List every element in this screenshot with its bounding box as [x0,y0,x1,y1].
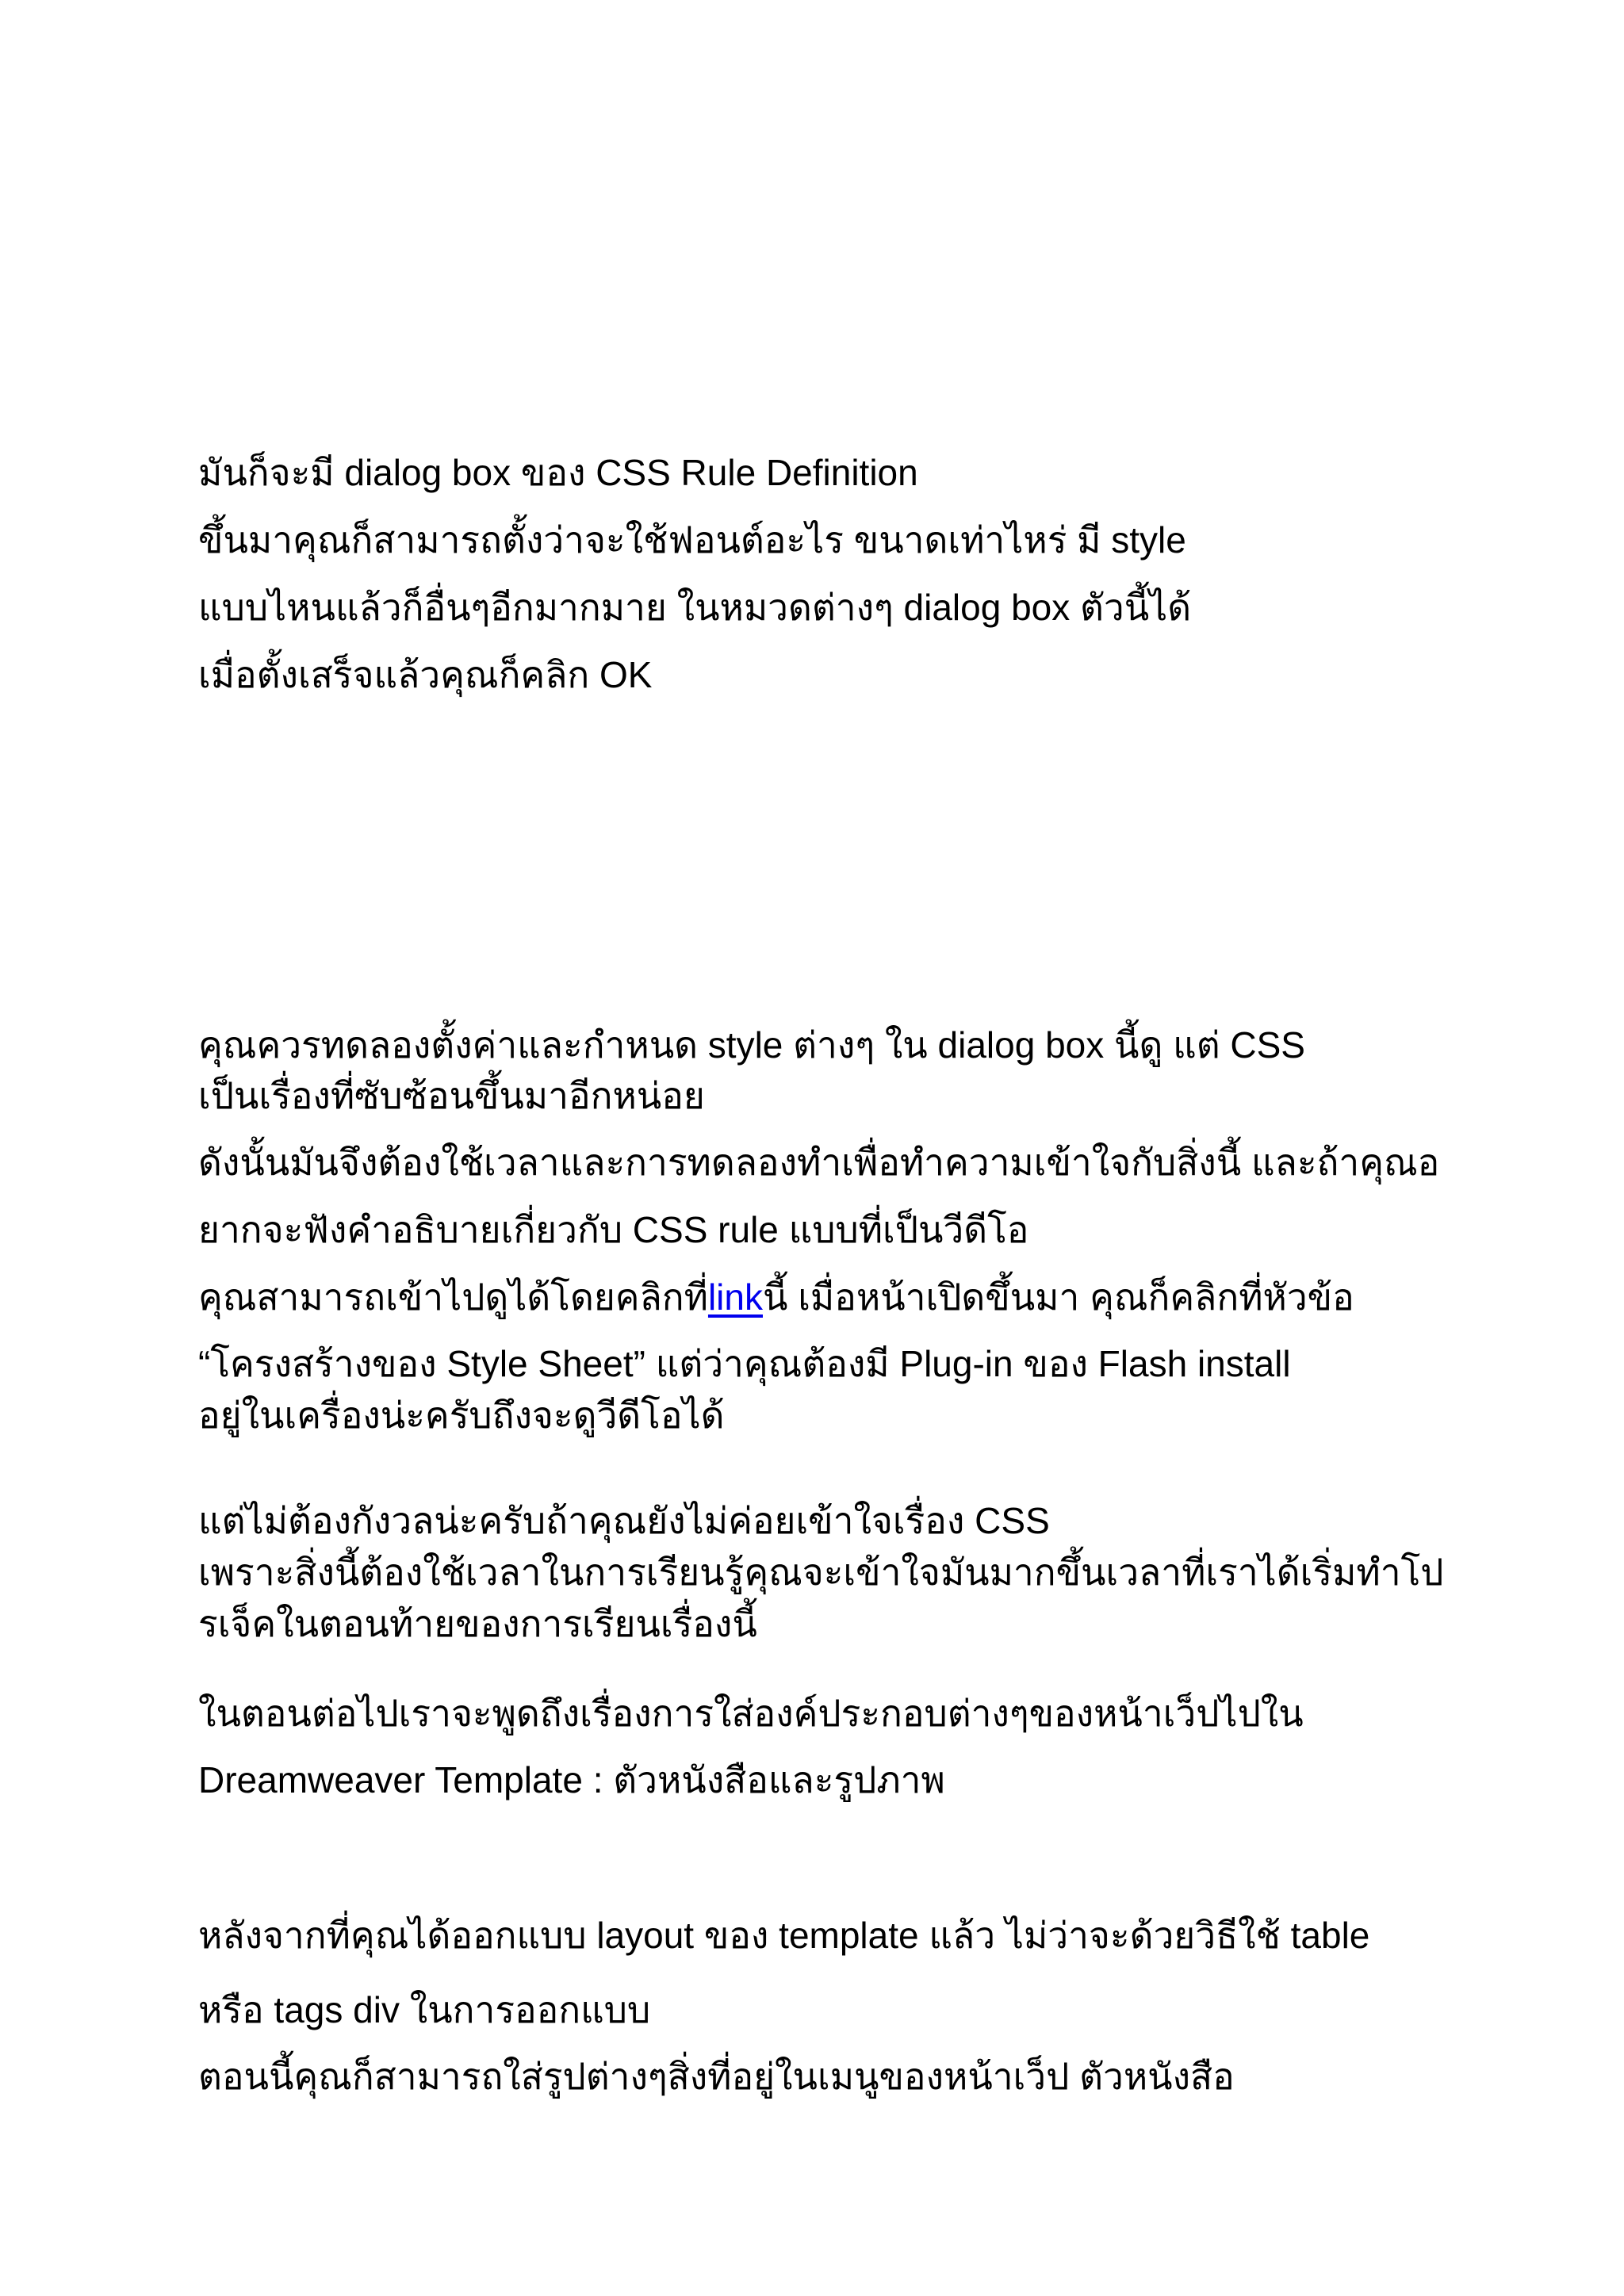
paragraph-line: แต่ไม่ต้องกังวลน่ะครับถ้าคุณยังไม่ค่อยเข้าใจเรื่อง CSS [198,1500,1050,1541]
paragraph-line: รเจ็คในตอนท้ายของการเรียนเรื่องนี้ [198,1603,757,1644]
paragraph-line: ตอนนี้คุณก็สามารถใส่รูปต่างๆสิ่งที่อยู่ในเมนูของหน้าเว็ป ตัวหนังสือ [198,2056,1235,2097]
paragraph-line: เพราะสิ่งนี้ต้องใช้เวลาในการเรียนรู้คุณจะเข้าใจมันมากขึ้นเวลาที่เราได้เริ่มทำโป [198,1552,1444,1593]
paragraph-line: “โครงสร้างของ Style Sheet” แต่ว่าคุณต้องมี Plug-in ของ Flash install [198,1343,1291,1384]
paragraph-line: เป็นเรื่องที่ซับซ้อนขึ้นมาอีกหน่อย [198,1075,705,1116]
paragraph-line: หลังจากที่คุณได้ออกแบบ layout ของ template แล้ว ไม่ว่าจะด้วยวิธีใช้ table [198,1915,1370,1956]
paragraph-line: ดังนั้นมันจึงต้องใช้เวลาและการทดลองทำเพื่อทำความเข้าใจกับสิ่งนี้ และถ้าคุณอ [198,1142,1440,1183]
paragraph-line: มันก็จะมี dialog box ของ CSS Rule Definition [198,452,918,493]
link-prefix-text: คุณสามารถเข้าไปดูได้โดยคลิกที่ [198,1276,708,1318]
paragraph-line: คุณควรทดลองตั้งค่าและกำหนด style ต่างๆ ใน dialog box นี้ดู แต่ CSS [198,1024,1305,1066]
paragraph-line: หรือ tags div ในการออกแบบ [198,1989,651,2030]
link-suffix-text: นี้ เมื่อหน้าเปิดขึ้นมา คุณก็คลิกที่หัวข้อ [762,1276,1354,1318]
paragraph-line: Dreamweaver Template : ตัวหนังสือและรูปภาพ [198,1759,945,1800]
paragraph-line-with-link [198,1273,1354,1321]
video-link[interactable]: link [707,1276,763,1318]
paragraph-line: แบบไหนแล้วก็อื่นๆอีกมากมาย ในหมวดต่างๆ dialog box ตัวนี้ได้ [198,587,1192,628]
paragraph-line: ขึ้นมาคุณก็สามารถตั้งว่าจะใช้ฟอนต์อะไร ขนาดเท่าไหร่ มี style [198,519,1186,561]
paragraph-line: เมื่อตั้งเสร็จแล้วคุณก็คลิก OK [198,654,653,695]
paragraph-line: ในตอนต่อไปเราจะพูดถึงเรื่องการใส่องค์ประกอบต่างๆของหน้าเว็ปไปใน [198,1693,1304,1734]
paragraph-line: อยู่ในเครื่องน่ะครับถึงจะดูวีดีโอได้ [198,1395,725,1436]
paragraph-line: ยากจะฟังคำอธิบายเกี่ยวกับ CSS rule แบบที่เป็นวีดีโอ [198,1209,1029,1250]
